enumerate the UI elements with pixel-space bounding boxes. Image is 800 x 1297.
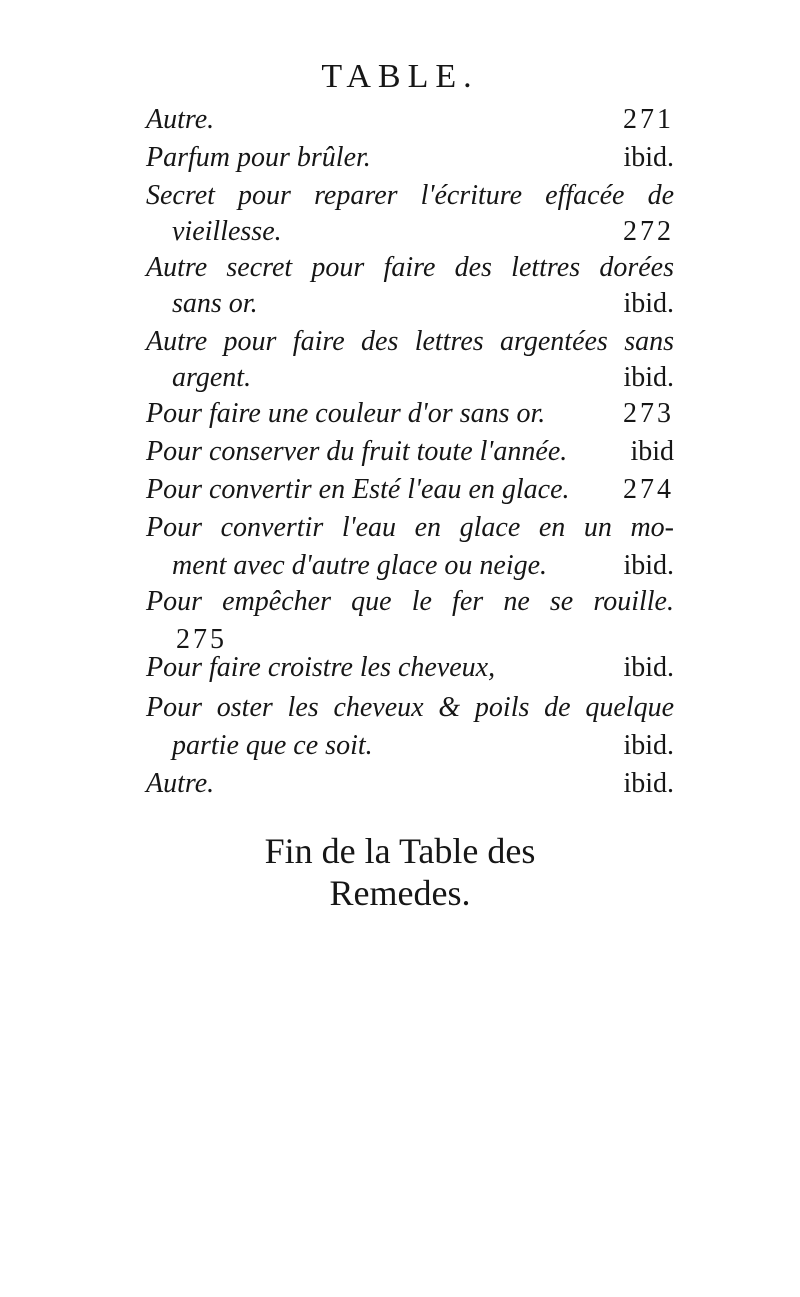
entry-title: Autre secret pour faire des lettres dorées <box>146 252 674 283</box>
table-entry <box>146 652 674 692</box>
table-entry <box>146 768 674 808</box>
entry-page-ref: ibid. <box>623 550 674 581</box>
entry-title: Pour empêcher que le fer ne se rouille. <box>146 586 674 617</box>
table-entry <box>146 398 674 438</box>
table-entry <box>146 586 674 626</box>
table-entry-continuation <box>172 362 674 402</box>
table-entry-continuation <box>172 288 674 328</box>
entry-page-ref: 275 <box>176 624 227 655</box>
closing-line-1: Fin de la Table des <box>264 831 536 871</box>
table-entry-continuation <box>172 216 674 256</box>
table-entry <box>146 692 674 732</box>
entry-page-ref: ibid. <box>623 288 674 319</box>
entry-page-ref: 274 <box>623 474 674 505</box>
table-entry <box>146 326 674 366</box>
entry-title: vieillesse. <box>172 216 282 247</box>
entry-title: Parfum pour brûler. <box>146 142 371 173</box>
entry-title: Pour oster les cheveux & poils de quelque <box>146 692 674 723</box>
running-head: TABLE. <box>321 58 479 95</box>
entry-page-ref: ibid. <box>623 142 674 173</box>
closing-line-2: Remedes. <box>329 873 471 913</box>
entry-title: Pour convertir en Esté l'eau en glace. <box>146 474 570 505</box>
entry-title: Autre. <box>146 768 215 799</box>
table-entry <box>146 474 674 514</box>
entry-page-ref: ibid. <box>623 652 674 683</box>
entry-page-ref: 271 <box>623 104 674 135</box>
entry-title: Pour faire une couleur d'or sans or. <box>146 398 546 429</box>
entry-page-ref: ibid <box>630 436 674 467</box>
entry-page-ref: 272 <box>623 216 674 247</box>
entry-page-ref: 273 <box>623 398 674 429</box>
entry-title: partie que ce soit. <box>172 730 373 761</box>
entry-title: Secret pour reparer l'écriture effacée de <box>146 180 674 211</box>
entry-title: Autre pour faire des lettres argentées sans <box>146 326 674 357</box>
entry-title: Autre. <box>146 104 215 135</box>
entry-page-ref: ibid. <box>623 362 674 393</box>
table-entry-continuation <box>172 730 674 770</box>
table-entry-continuation <box>172 550 674 590</box>
table-entry <box>146 142 674 182</box>
entry-title: Pour faire croistre les cheveux, <box>146 652 496 683</box>
table-entry <box>146 180 674 220</box>
entry-title: Pour conserver du fruit toute l'année. <box>146 436 568 467</box>
table-entry <box>146 104 674 144</box>
table-entry <box>146 512 674 552</box>
table-entry <box>146 436 674 476</box>
entry-page-ref: ibid. <box>623 768 674 799</box>
entry-title: argent. <box>172 362 252 393</box>
entry-title: ment avec d'autre glace ou neige. <box>172 550 548 581</box>
entry-title: Pour convertir l'eau en glace en un mo- <box>146 512 674 543</box>
entry-title: sans or. <box>172 288 258 319</box>
entry-page-ref: ibid. <box>623 730 674 761</box>
table-entry <box>146 252 674 292</box>
